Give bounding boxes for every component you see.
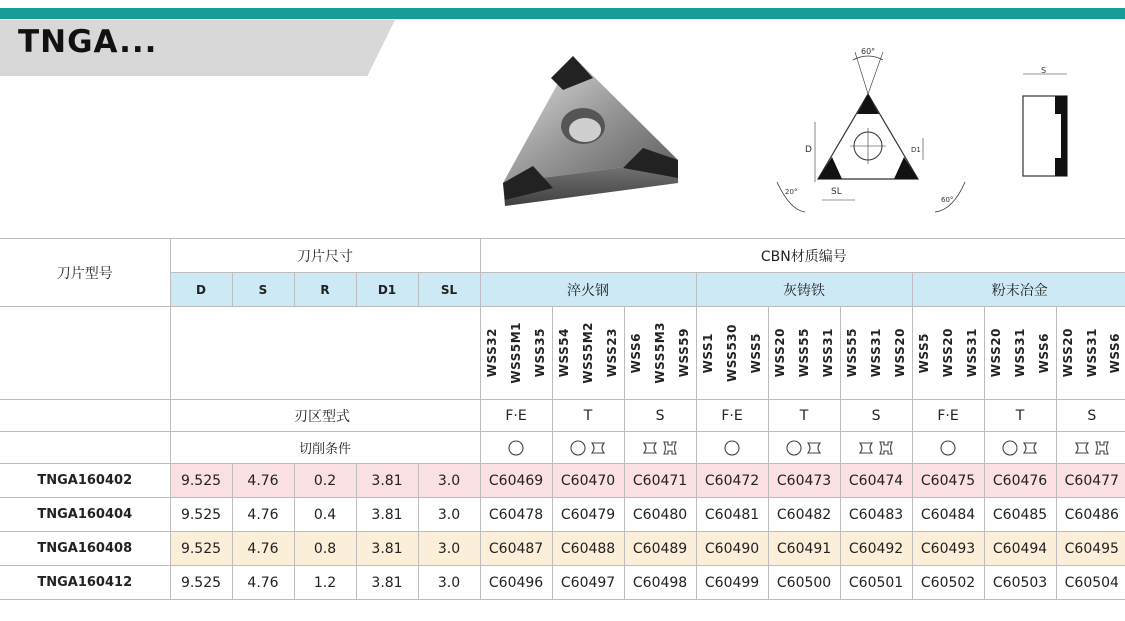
- grade-label: WSS54: [557, 328, 572, 378]
- cutting-condition-cell: [624, 432, 696, 464]
- edge-type-cell: F·E: [696, 400, 768, 432]
- light-interrupted-cut-icon: [1021, 439, 1039, 457]
- dim-S-label: S: [1041, 66, 1047, 75]
- group-powder-metal: 粉末冶金: [912, 273, 1125, 307]
- cutting-condition-text: 切削条件: [299, 442, 352, 457]
- part-number-cell: C60492: [840, 532, 912, 566]
- dim-value-r: 0.2: [294, 464, 356, 498]
- part-number-cell: C60472: [696, 464, 768, 498]
- grade-label: WSS6: [1108, 332, 1123, 374]
- dim-value-d1: 3.81: [356, 464, 418, 498]
- dim-value-s: 4.76: [232, 566, 294, 600]
- part-number-cell: C60502: [912, 566, 984, 600]
- cutting-condition-cell: [552, 432, 624, 464]
- part-number-cell: C60488: [552, 532, 624, 566]
- grade-label: WSS5M3: [653, 322, 668, 384]
- part-number-cell: C60471: [624, 464, 696, 498]
- dim-value-s: 4.76: [232, 464, 294, 498]
- part-number-cell: C60487: [480, 532, 552, 566]
- dim-value-r: 1.2: [294, 566, 356, 600]
- grade-label: WSS1: [701, 332, 716, 374]
- model-code-cell: TNGA160412: [0, 566, 170, 600]
- grade-label: WSS31: [964, 328, 979, 378]
- part-number-cell: C60469: [480, 464, 552, 498]
- cutting-condition-cell: [984, 432, 1056, 464]
- insert-product-image: [493, 48, 683, 213]
- part-number-cell: C60489: [624, 532, 696, 566]
- continuous-cut-icon: [507, 439, 525, 457]
- dim-SL-label: SL: [831, 187, 842, 197]
- dim-value-s: 4.76: [232, 532, 294, 566]
- group-hardened-steel: 淬火钢: [480, 273, 696, 307]
- edge-type-cell: S: [1056, 400, 1125, 432]
- grade-label: WSS31: [1013, 328, 1028, 378]
- dim-header-S: S: [232, 273, 294, 307]
- part-number-cell: C60484: [912, 498, 984, 532]
- grade-label: WSS55: [797, 328, 812, 378]
- dim-value-d1: 3.81: [356, 498, 418, 532]
- dim-header-D1: D1: [356, 273, 418, 307]
- cutting-condition-cell: [768, 432, 840, 464]
- grade-label: WSS59: [676, 328, 691, 378]
- edge-type-cell: T: [552, 400, 624, 432]
- size-header: 刀片尺寸: [170, 239, 480, 273]
- part-number-cell: C60501: [840, 566, 912, 600]
- light-interrupted-cut-icon: [1073, 439, 1091, 457]
- cond-blank: [0, 432, 170, 464]
- part-number-cell: C60476: [984, 464, 1056, 498]
- grade-label: WSS5M2: [581, 322, 596, 384]
- part-number-cell: C60470: [552, 464, 624, 498]
- grade-label: WSS20: [989, 328, 1004, 378]
- group-gray-iron: 灰铸铁: [696, 273, 912, 307]
- model-code-cell: TNGA160408: [0, 532, 170, 566]
- part-number-cell: C60499: [696, 566, 768, 600]
- top-accent-bar: [0, 8, 1125, 19]
- grade-label: WSS31: [1084, 328, 1099, 378]
- grade-label: WSS20: [773, 328, 788, 378]
- dim-value-r: 0.4: [294, 498, 356, 532]
- grade-column-cell: [552, 307, 624, 400]
- grade-label: WSS20: [941, 328, 956, 378]
- grade-label: WSS20: [1061, 328, 1076, 378]
- part-number-cell: C60503: [984, 566, 1056, 600]
- dim-value-d1: 3.81: [356, 566, 418, 600]
- grade-label: WSS32: [485, 328, 500, 378]
- dim-value-d: 9.525: [170, 498, 232, 532]
- grade-label: WSS6: [629, 332, 644, 374]
- part-number-cell: C60485: [984, 498, 1056, 532]
- part-number-cell: C60491: [768, 532, 840, 566]
- light-interrupted-cut-icon: [805, 439, 823, 457]
- edge-type-cell: S: [624, 400, 696, 432]
- model-code-cell: TNGA160404: [0, 498, 170, 532]
- continuous-cut-icon: [785, 439, 803, 457]
- part-number-cell: C60504: [1056, 566, 1125, 600]
- dim-value-sl: 3.0: [418, 566, 480, 600]
- grade-label: WSS530: [725, 323, 740, 383]
- insert-schematic: [775, 42, 975, 217]
- model-header: 刀片型号: [0, 239, 170, 307]
- grade-label: WSS55: [845, 328, 860, 378]
- edge-type-cell: F·E: [912, 400, 984, 432]
- angle-right-label: 60°: [941, 196, 954, 204]
- part-number-cell: C60495: [1056, 532, 1125, 566]
- cutting-condition-cell: [480, 432, 552, 464]
- edge-blank: [0, 400, 170, 432]
- grade-label: WSS23: [604, 328, 619, 378]
- dim-value-d1: 3.81: [356, 532, 418, 566]
- table-row: [0, 532, 1125, 566]
- dim-D-label: D: [805, 145, 812, 155]
- grade-column-cell: [480, 307, 552, 400]
- dim-value-sl: 3.0: [418, 532, 480, 566]
- grade-column-cell: [912, 307, 984, 400]
- angle-top-label: 60°: [861, 47, 876, 56]
- part-number-cell: C60486: [1056, 498, 1125, 532]
- dim-value-s: 4.76: [232, 498, 294, 532]
- table-row: [0, 566, 1125, 600]
- grade-label: WSS5: [748, 332, 763, 374]
- continuous-cut-icon: [569, 439, 587, 457]
- page-title: TNGA...: [18, 24, 158, 60]
- dim-header-R: R: [294, 273, 356, 307]
- dim-value-d: 9.525: [170, 532, 232, 566]
- dim-value-r: 0.8: [294, 532, 356, 566]
- dim-header-D: D: [170, 273, 232, 307]
- grade-label: WSS20: [892, 328, 907, 378]
- edge-type-text: 刃区型式: [294, 408, 351, 425]
- part-number-cell: C60482: [768, 498, 840, 532]
- grade-column-cell: [984, 307, 1056, 400]
- cutting-condition-label: [170, 432, 480, 464]
- grade-label: WSS31: [820, 328, 835, 378]
- part-number-cell: C60490: [696, 532, 768, 566]
- part-number-cell: C60480: [624, 498, 696, 532]
- part-number-cell: C60500: [768, 566, 840, 600]
- part-number-cell: C60473: [768, 464, 840, 498]
- grade-column-cell: [840, 307, 912, 400]
- grade-blank-model: [0, 307, 170, 400]
- part-number-cell: C60475: [912, 464, 984, 498]
- light-interrupted-cut-icon: [589, 439, 607, 457]
- part-number-cell: C60483: [840, 498, 912, 532]
- table-row: [0, 464, 1125, 498]
- angle-left-label: 20°: [785, 188, 798, 196]
- table-row: [0, 498, 1125, 532]
- continuous-cut-icon: [1001, 439, 1019, 457]
- heavy-interrupted-cut-icon: [661, 439, 679, 457]
- cutting-condition-cell: [840, 432, 912, 464]
- grade-label: WSS6: [1036, 332, 1051, 374]
- part-number-cell: C60478: [480, 498, 552, 532]
- part-number-cell: C60493: [912, 532, 984, 566]
- cutting-condition-cell: [1056, 432, 1125, 464]
- dim-header-SL: SL: [418, 273, 480, 307]
- spec-table: [0, 238, 1125, 600]
- insert-side-view: [1015, 66, 1075, 181]
- edge-type-cell: T: [768, 400, 840, 432]
- continuous-cut-icon: [939, 439, 957, 457]
- dim-value-sl: 3.0: [418, 498, 480, 532]
- edge-type-label: [170, 400, 480, 432]
- light-interrupted-cut-icon: [857, 439, 875, 457]
- grade-column-cell: [696, 307, 768, 400]
- part-number-cell: C60496: [480, 566, 552, 600]
- part-number-cell: C60474: [840, 464, 912, 498]
- light-interrupted-cut-icon: [641, 439, 659, 457]
- dim-value-d: 9.525: [170, 464, 232, 498]
- edge-type-cell: S: [840, 400, 912, 432]
- part-number-cell: C60494: [984, 532, 1056, 566]
- part-number-cell: C60479: [552, 498, 624, 532]
- cbn-header: CBN材质编号: [480, 239, 1125, 273]
- heavy-interrupted-cut-icon: [1093, 439, 1111, 457]
- continuous-cut-icon: [723, 439, 741, 457]
- cutting-condition-cell: [912, 432, 984, 464]
- edge-type-cell: T: [984, 400, 1056, 432]
- part-number-cell: C60498: [624, 566, 696, 600]
- grade-blank-size: [170, 307, 480, 400]
- part-number-cell: C60497: [552, 566, 624, 600]
- grade-column-cell: [624, 307, 696, 400]
- grade-label: WSS5M1: [509, 322, 524, 384]
- grade-label: WSS31: [869, 328, 884, 378]
- part-number-cell: C60477: [1056, 464, 1125, 498]
- grade-label: WSS35: [532, 328, 547, 378]
- model-code-cell: TNGA160402: [0, 464, 170, 498]
- cutting-condition-cell: [696, 432, 768, 464]
- grade-column-cell: [1056, 307, 1125, 400]
- dim-D1-label: D1: [911, 146, 921, 154]
- heavy-interrupted-cut-icon: [877, 439, 895, 457]
- dim-value-sl: 3.0: [418, 464, 480, 498]
- grade-label: WSS5: [917, 332, 932, 374]
- dim-value-d: 9.525: [170, 566, 232, 600]
- part-number-cell: C60481: [696, 498, 768, 532]
- grade-column-cell: [768, 307, 840, 400]
- edge-type-cell: F·E: [480, 400, 552, 432]
